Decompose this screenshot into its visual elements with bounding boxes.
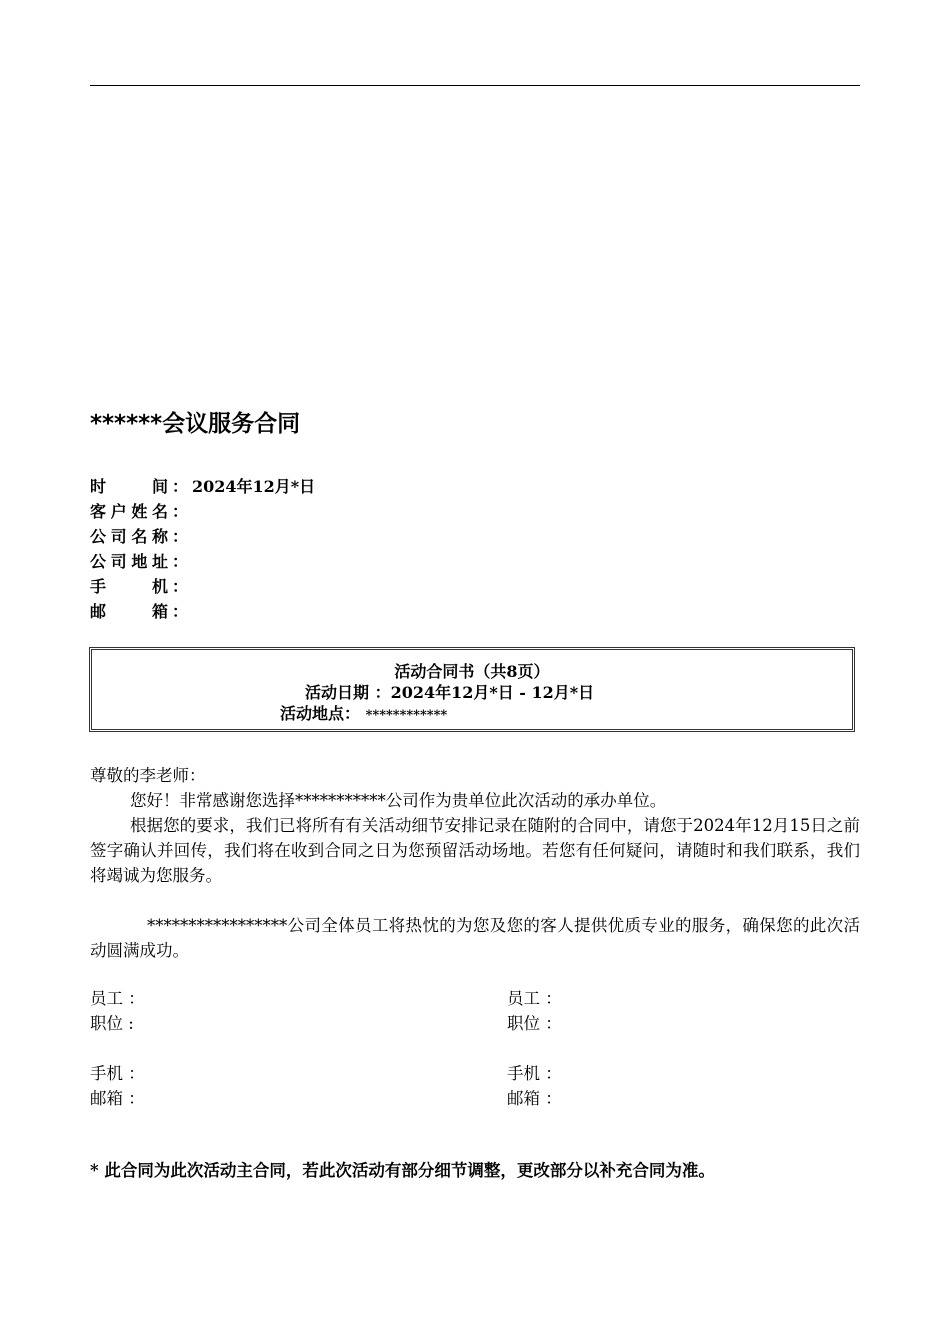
- info-colon: ：: [171, 502, 188, 521]
- letter-paragraph: 根据您的要求，我们已将所有有关活动细节安排记录在随附的合同中，请您于2024年12月15日之前签字确认并回传，我们将在收到合同之日为您预留活动场地。若您有任何疑问，请随时和我们联系，我们将竭诚为您服务。: [90, 816, 860, 885]
- info-value: 2024年12月*日: [192, 477, 316, 496]
- info-label: 手机: [90, 577, 168, 596]
- info-colon: ：: [171, 602, 188, 621]
- letter-paragraph: *****************公司全体员工将热忱的为您及您的客人提供优质专业的服务，确保您的此次活动圆满成功。: [90, 916, 860, 960]
- letter-paragraph: 您好！非常感谢您选择***********公司作为贵单位此次活动的承办单位。: [130, 791, 667, 810]
- event-date: 活动日期 ：2024年12月*日 - 12月*日: [305, 683, 595, 702]
- position-field: 职位 :: [90, 1014, 134, 1033]
- letter-body: [90, 763, 860, 963]
- info-row-company-name: [90, 524, 590, 549]
- info-row-company-address: [90, 549, 590, 574]
- contract-book-title: 活动合同书（共8页）: [394, 662, 550, 681]
- info-row-email: [90, 599, 590, 624]
- email-field: 邮箱 ：: [90, 1089, 145, 1108]
- spacer: [90, 888, 860, 913]
- info-label: 客户姓名: [90, 502, 168, 521]
- contact-section: [90, 986, 860, 1106]
- header-rule: [90, 85, 860, 86]
- mobile-field: 手机 ：: [90, 1064, 145, 1083]
- contact-column-left: [90, 986, 390, 1111]
- spacer: [507, 1036, 807, 1061]
- info-row-client-name: [90, 499, 590, 524]
- info-label: 公司名称: [90, 527, 168, 546]
- info-row-time: [90, 474, 590, 499]
- info-colon: ：: [171, 552, 188, 571]
- event-venue: [280, 703, 447, 727]
- mobile-field: 手机 ：: [507, 1064, 562, 1083]
- info-colon: ：: [171, 577, 188, 596]
- info-label: 邮箱: [90, 602, 168, 621]
- staff-field: 员工 ：: [90, 989, 145, 1008]
- contract-summary-box: [89, 647, 855, 732]
- document-title: ******会议服务合同: [90, 411, 301, 437]
- info-label: 时间: [90, 477, 168, 496]
- client-info-block: [90, 474, 590, 624]
- event-venue-label: 活动地点：: [280, 704, 361, 723]
- contact-column-right: [507, 986, 807, 1111]
- event-venue-value: ************: [365, 708, 448, 723]
- email-field: 邮箱 ：: [507, 1089, 562, 1108]
- position-field: 职位 ：: [507, 1014, 562, 1033]
- info-colon: ：: [171, 477, 188, 496]
- info-label: 公司地址: [90, 552, 168, 571]
- info-colon: ：: [171, 527, 188, 546]
- contract-footnote: * 此合同为此次活动主合同，若此次活动有部分细节调整，更改部分以补充合同为准。: [90, 1161, 715, 1180]
- spacer: [90, 1036, 390, 1061]
- info-row-mobile: [90, 574, 590, 599]
- letter-salutation: 尊敬的李老师：: [90, 766, 206, 785]
- staff-field: 员工 ：: [507, 989, 562, 1008]
